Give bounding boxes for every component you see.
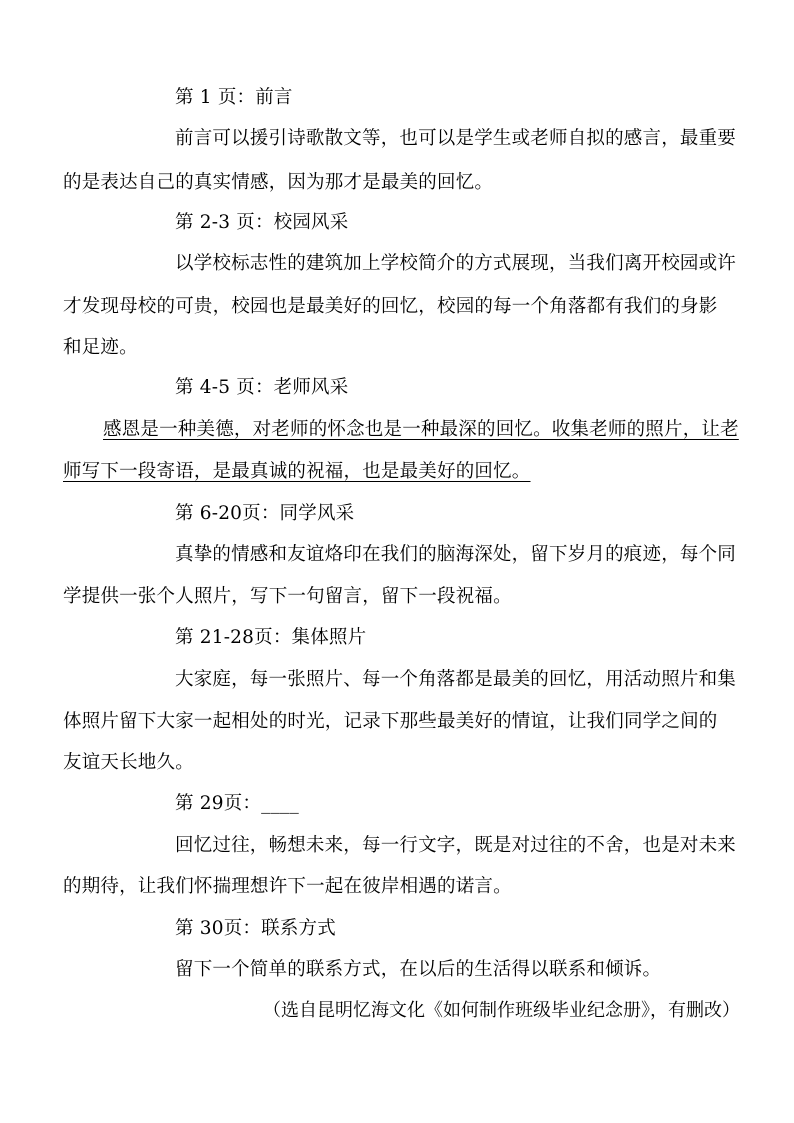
- section-1-line-1: 前言可以援引诗歌散文等，也可以是学生或老师自拟的感言，最重要: [175, 128, 737, 149]
- section-6-line-2: 的期待，让我们怀揣理想许下一起在彼岸相遇的诺言。: [63, 876, 512, 897]
- source-attribution: （选自昆明忆海文化《如何制作班级毕业纪念册》，有删改）: [263, 1000, 740, 1021]
- section-heading-5: 第 21-28页：集体照片: [175, 627, 367, 648]
- section-5-line-1: 大家庭，每一张照片、每一个角落都是最美的回忆，用活动照片和集: [175, 669, 737, 690]
- section-5-line-2: 体照片留下大家一起相处的时光，记录下那些最美好的情谊，让我们同学之间的: [63, 711, 718, 732]
- section-3-line-1: 感恩是一种美德，对老师的怀念也是一种最深的回忆。收集老师的照片，让老: [103, 419, 739, 440]
- section-1-line-2: 的是表达自己的真实情感，因为那才是最美的回忆。: [63, 172, 494, 193]
- section-3-line-2: 师写下一段寄语，是最真诚的祝福，也是最美好的回忆。: [63, 461, 531, 482]
- section-4-line-2: 学提供一张个人照片，写下一句留言，留下一段祝福。: [63, 586, 512, 607]
- section-6-line-1: 回忆过往，畅想未来，每一行文字，既是对过往的不舍，也是对未来: [175, 835, 737, 856]
- section-heading-3: 第 4-5 页：老师风采: [175, 377, 349, 398]
- section-4-line-1: 真挚的情感和友谊烙印在我们的脑海深处，留下岁月的痕迹，每个同: [175, 544, 737, 565]
- section-5-line-3: 友谊天长地久。: [63, 752, 194, 773]
- section-heading-7: 第 30页：联系方式: [175, 918, 336, 939]
- section-heading-6: 第 29页：____: [175, 793, 299, 814]
- section-heading-1: 第 1 页：前言: [175, 87, 293, 108]
- section-heading-4: 第 6-20页：同学风采: [175, 503, 355, 524]
- section-7-line-1: 留下一个简单的联系方式，在以后的生活得以联系和倾诉。: [175, 959, 662, 980]
- section-2-line-2: 才发现母校的可贵，校园也是最美好的回忆，校园的每一个角落都有我们的身影: [63, 296, 718, 317]
- section-heading-2: 第 2-3 页：校园风采: [175, 212, 349, 233]
- section-2-line-3: 和足迹。: [63, 337, 138, 358]
- section-2-line-1: 以学校标志性的建筑加上学校简介的方式展现，当我们离开校园或许: [175, 253, 737, 274]
